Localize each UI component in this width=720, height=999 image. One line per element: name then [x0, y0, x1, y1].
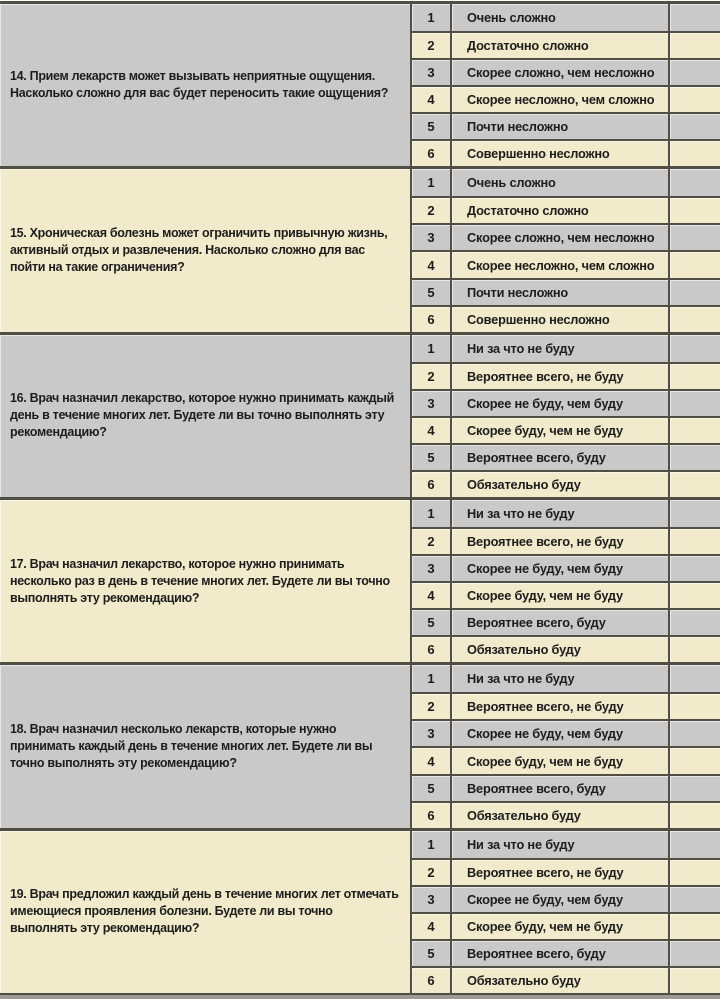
response-cell[interactable]: [668, 665, 720, 692]
option-number: 4: [410, 250, 450, 277]
option-number: 5: [410, 443, 450, 470]
option-label: Вероятнее всего, не буду: [450, 858, 668, 885]
response-cell[interactable]: [668, 389, 720, 416]
option-label: Скорее сложно, чем несложно: [450, 223, 668, 250]
option-number: 6: [410, 470, 450, 497]
option-number: 6: [410, 305, 450, 332]
option-label: Скорее не буду, чем буду: [450, 885, 668, 912]
response-cell[interactable]: [668, 470, 720, 497]
option-number: 2: [410, 858, 450, 885]
option-label: Скорее несложно, чем сложно: [450, 85, 668, 112]
question-text: 17. Врач назначил лекарство, которое нужно принимать несколько раз в день в течение многих лет. Будете ли вы точно выполнять эту рекомендацию?: [0, 500, 410, 662]
option-number: 3: [410, 223, 450, 250]
response-cell[interactable]: [668, 58, 720, 85]
option-number: 3: [410, 554, 450, 581]
option-label: Скорее буду, чем не буду: [450, 581, 668, 608]
question-block: [0, 332, 720, 497]
option-label: Совершенно несложно: [450, 305, 668, 332]
option-label: Обязательно буду: [450, 801, 668, 828]
response-cell[interactable]: [668, 139, 720, 166]
option-number: 5: [410, 939, 450, 966]
option-label: Вероятнее всего, не буду: [450, 527, 668, 554]
response-cell[interactable]: [668, 608, 720, 635]
option-label: Совершенно несложно: [450, 139, 668, 166]
option-label: Вероятнее всего, буду: [450, 443, 668, 470]
option-label: Ни за что не буду: [450, 831, 668, 858]
response-cell[interactable]: [668, 554, 720, 581]
option-number: 5: [410, 608, 450, 635]
response-cell[interactable]: [668, 362, 720, 389]
response-cell[interactable]: [668, 885, 720, 912]
option-number: 2: [410, 692, 450, 719]
option-label: Вероятнее всего, буду: [450, 774, 668, 801]
option-number: 3: [410, 58, 450, 85]
option-label: Достаточно сложно: [450, 31, 668, 58]
question-text: 14. Прием лекарств может вызывать неприятные ощущения. Насколько сложно для вас будет переносить такие ощущения?: [0, 4, 410, 166]
option-number: 4: [410, 85, 450, 112]
option-label: Скорее сложно, чем несложно: [450, 58, 668, 85]
option-number: 6: [410, 801, 450, 828]
option-label: Обязательно буду: [450, 635, 668, 662]
question-block: [0, 166, 720, 331]
response-cell[interactable]: [668, 305, 720, 332]
response-cell[interactable]: [668, 527, 720, 554]
response-cell[interactable]: [668, 831, 720, 858]
option-label: Скорее не буду, чем буду: [450, 554, 668, 581]
option-label: Почти несложно: [450, 278, 668, 305]
response-cell[interactable]: [668, 31, 720, 58]
question-text: 19. Врач предложил каждый день в течение многих лет отмечать имеющиеся проявления болезни. Будете ли вы точно выполнять эту рекомендацию?: [0, 831, 410, 993]
question-block: [0, 497, 720, 662]
option-number: 5: [410, 278, 450, 305]
response-cell[interactable]: [668, 4, 720, 31]
response-cell[interactable]: [668, 719, 720, 746]
option-number: 6: [410, 966, 450, 993]
response-cell[interactable]: [668, 939, 720, 966]
option-label: Обязательно буду: [450, 470, 668, 497]
option-number: 4: [410, 581, 450, 608]
option-label: Скорее буду, чем не буду: [450, 746, 668, 773]
option-label: Скорее буду, чем не буду: [450, 912, 668, 939]
response-cell[interactable]: [668, 774, 720, 801]
option-label: Скорее буду, чем не буду: [450, 416, 668, 443]
option-number: 6: [410, 635, 450, 662]
option-label: Ни за что не буду: [450, 335, 668, 362]
option-number: 3: [410, 389, 450, 416]
question-text: 16. Врач назначил лекарство, которое нужно принимать каждый день в течение многих лет. Будете ли вы точно выполнять эту рекомендацию?: [0, 335, 410, 497]
response-cell[interactable]: [668, 966, 720, 993]
option-label: Скорее не буду, чем буду: [450, 389, 668, 416]
response-cell[interactable]: [668, 112, 720, 139]
option-number: 5: [410, 112, 450, 139]
response-cell[interactable]: [668, 746, 720, 773]
option-label: Вероятнее всего, не буду: [450, 362, 668, 389]
response-cell[interactable]: [668, 912, 720, 939]
option-label: Вероятнее всего, буду: [450, 608, 668, 635]
option-number: 4: [410, 416, 450, 443]
option-number: 3: [410, 885, 450, 912]
question-block: [0, 662, 720, 827]
option-label: Скорее не буду, чем буду: [450, 719, 668, 746]
option-label: Очень сложно: [450, 169, 668, 196]
response-cell[interactable]: [668, 692, 720, 719]
option-label: Почти несложно: [450, 112, 668, 139]
response-cell[interactable]: [668, 416, 720, 443]
response-cell[interactable]: [668, 250, 720, 277]
option-number: 1: [410, 4, 450, 31]
response-cell[interactable]: [668, 196, 720, 223]
response-cell[interactable]: [668, 443, 720, 470]
questionnaire-table: [0, 1, 720, 995]
option-label: Вероятнее всего, не буду: [450, 692, 668, 719]
option-number: 4: [410, 746, 450, 773]
option-label: Вероятнее всего, буду: [450, 939, 668, 966]
response-cell[interactable]: [668, 278, 720, 305]
option-number: 6: [410, 139, 450, 166]
option-number: 3: [410, 719, 450, 746]
option-number: 1: [410, 665, 450, 692]
option-label: Ни за что не буду: [450, 665, 668, 692]
option-number: 1: [410, 500, 450, 527]
option-number: 2: [410, 31, 450, 58]
option-number: 1: [410, 831, 450, 858]
option-label: Обязательно буду: [450, 966, 668, 993]
option-number: 1: [410, 169, 450, 196]
option-label: Скорее несложно, чем сложно: [450, 250, 668, 277]
option-number: 2: [410, 362, 450, 389]
response-cell[interactable]: [668, 85, 720, 112]
table-bottom-shadow: [0, 995, 720, 999]
question-block: [0, 828, 720, 993]
response-cell[interactable]: [668, 169, 720, 196]
option-label: Очень сложно: [450, 4, 668, 31]
response-cell[interactable]: [668, 635, 720, 662]
question-block: [0, 4, 720, 166]
response-cell[interactable]: [668, 801, 720, 828]
question-text: 18. Врач назначил несколько лекарств, которые нужно принимать каждый день в течение многих лет. Будете ли вы точно выполнять эту рекомендацию?: [0, 665, 410, 827]
option-number: 2: [410, 196, 450, 223]
option-number: 5: [410, 774, 450, 801]
response-cell[interactable]: [668, 581, 720, 608]
question-text: 15. Хроническая болезнь может ограничить привычную жизнь, активный отдых и развлечения. Насколько сложно для вас пойти на такие ограничения?: [0, 169, 410, 331]
option-number: 4: [410, 912, 450, 939]
response-cell[interactable]: [668, 223, 720, 250]
response-cell[interactable]: [668, 500, 720, 527]
option-label: Ни за что не буду: [450, 500, 668, 527]
option-number: 1: [410, 335, 450, 362]
option-label: Достаточно сложно: [450, 196, 668, 223]
response-cell[interactable]: [668, 858, 720, 885]
option-number: 2: [410, 527, 450, 554]
response-cell[interactable]: [668, 335, 720, 362]
